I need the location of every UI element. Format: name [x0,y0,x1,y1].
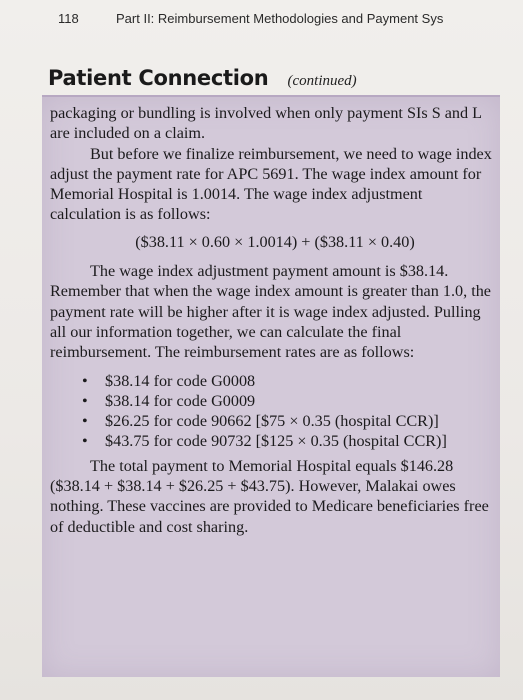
paragraph-total-payment: The total payment to Memorial Hospital equals $146.28 ($38.14 + $38.14 + $26.25 + $43.75). However, Malakai owes nothing. These vaccines are provided to Medicare beneficiaries free of deductible and cost sharing. [50,456,489,536]
list-item [50,431,494,451]
bullet-icon: • [82,391,88,410]
reimbursement-rates-list [50,371,494,452]
list-item [50,391,494,411]
box-content [50,103,494,537]
list-item-text: $38.14 for code G0009 [105,391,256,410]
patient-connection-box [42,95,500,677]
box-subtitle: (continued) [287,73,357,89]
paragraph-wage-index-result: The wage index adjustment payment amount is $38.14. Remember that when the wage index amount is greater than 1.0, the payment rate will be higher after it is wage index adjusted. Pulling all our information together, we can calculate the final reimbursement. The reimbursement rates are as follows: [50,262,491,362]
list-item-text: $38.14 for code G0008 [105,371,256,390]
list-item [50,411,494,431]
page-number: 118 [58,11,79,26]
running-header [58,11,523,26]
paragraph-wage-index-intro: But before we finalize reimbursement, we need to wage index adjust the payment rate for APC 5691. The wage index amount for Memorial Hospital is 1.0014. The wage index adjustment calculation is as follows: [50,144,492,224]
bullet-icon: • [82,412,88,431]
bullet-icon: • [82,432,88,451]
running-title: Part II: Reimbursement Methodologies and Payment Sys [116,11,444,26]
box-title-row [48,66,357,90]
list-item-text: $43.75 for code 90732 [$125 × 0.35 (hospital CCR)] [105,432,447,451]
wage-index-formula: ($38.11 × 0.60 × 1.0014) + ($38.11 × 0.40) [135,232,415,251]
box-title: Patient Connection [48,66,269,90]
list-item [50,371,494,391]
list-item-text: $26.25 for code 90662 [$75 × 0.35 (hospital CCR)] [105,412,439,431]
paragraph-continued: packaging or bundling is involved when only payment SIs S and L are included on a claim. [50,104,482,143]
bullet-icon: • [82,371,88,390]
